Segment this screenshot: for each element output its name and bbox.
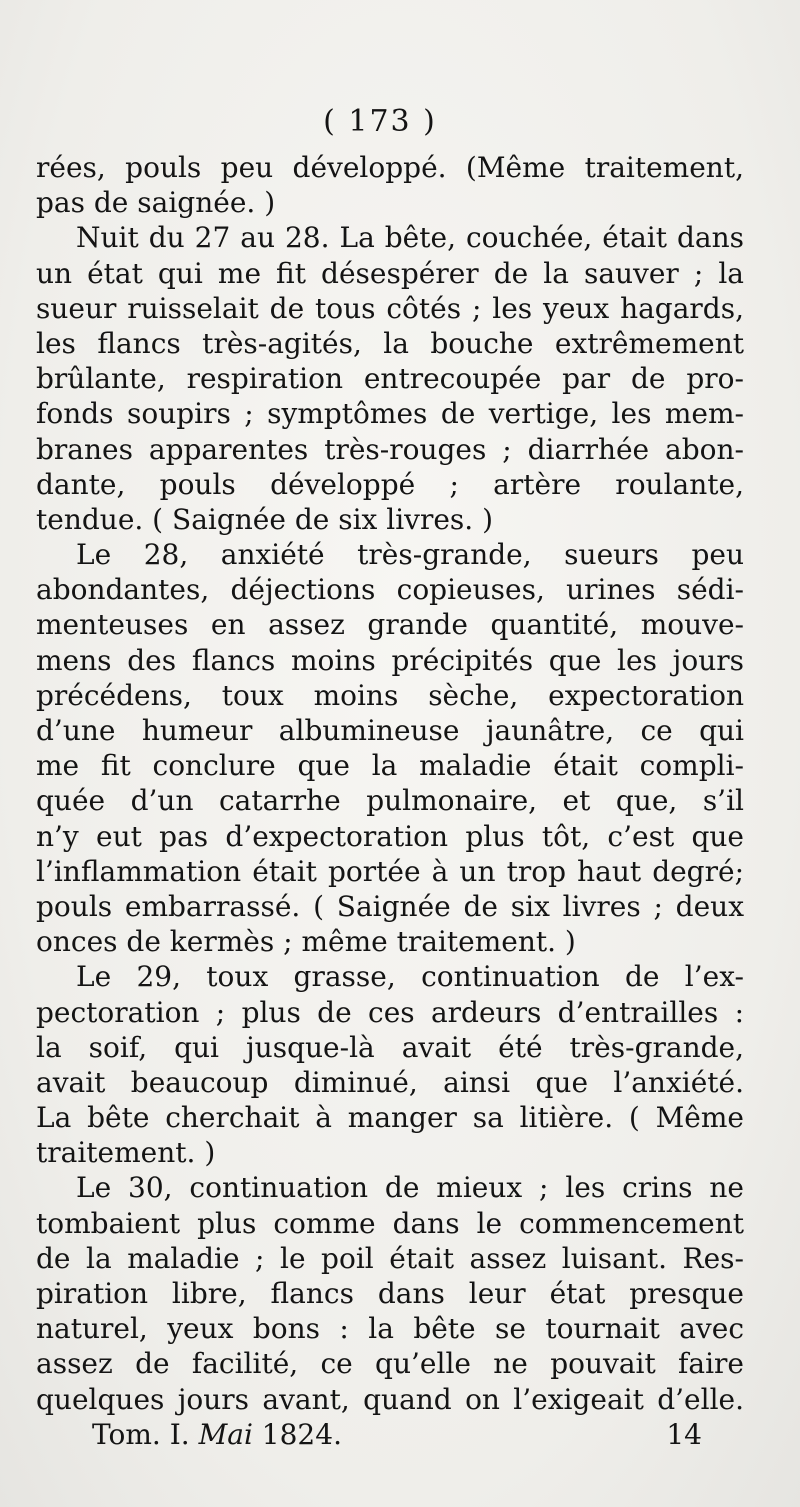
- text-line: avait beaucoup diminué, ainsi que l’anxiété.: [36, 1065, 744, 1099]
- text-line: Le 30, continuation de mieux ; les crins ne: [76, 1171, 744, 1205]
- text-line: branes apparentes très-rouges ; diarrhée abon-: [36, 432, 744, 466]
- text-line: tombaient plus comme dans le commencement: [36, 1206, 744, 1240]
- text-line: l’inflammation était portée à un trop haut degré;: [36, 854, 744, 888]
- text-line: d’une humeur albumineuse jaunâtre, ce qui: [36, 714, 744, 747]
- text-line: la soif, qui jusque-là avait été très-grande,: [36, 1030, 744, 1064]
- text-line: tendue. ( Saignée de six livres. ): [36, 502, 494, 536]
- text-line: La bête cherchait à manger sa litière. ( Même: [36, 1101, 744, 1135]
- page-footer: [92, 1418, 712, 1451]
- text-line: menteuses en assez grande quantité, mouve-: [36, 608, 744, 642]
- text-line: mens des flancs moins précipités que les jours: [36, 643, 744, 677]
- footer-month: Mai: [198, 1418, 253, 1451]
- text-line: fonds soupirs ; symptômes de vertige, les mem-: [36, 397, 744, 431]
- footer-year: 1824.: [252, 1418, 342, 1451]
- text-line: assez de facilité, ce qu’elle ne pouvait faire: [36, 1347, 744, 1381]
- text-line: naturel, yeux bons : la bête se tournait avec: [36, 1312, 744, 1346]
- text-line: sueur ruisselait de tous côtés ; les yeux hagards,: [36, 291, 744, 325]
- text-line: Le 28, anxiété très-grande, sueurs peu: [76, 538, 744, 572]
- text-line: les flancs très-agités, la bouche extrêmement: [36, 326, 744, 360]
- footer-volume: Tom. I.: [92, 1418, 199, 1451]
- text-line: pas de saignée. ): [36, 186, 276, 220]
- text-line: pouls embarrassé. ( Saignée de six livres ; deux: [36, 889, 744, 923]
- body-text: [36, 150, 744, 1417]
- text-line: un état qui me fit désespérer de la sauver ; la: [36, 256, 744, 290]
- text-line: abondantes, déjections copieuses, urines sédi-: [36, 573, 744, 607]
- footer-signature: 14: [666, 1418, 702, 1451]
- footer-volume-date: [92, 1418, 342, 1451]
- text-line: pectoration ; plus de ces ardeurs d’entrailles :: [36, 995, 744, 1029]
- text-line: rées, pouls peu développé. (Même traitement,: [36, 151, 744, 184]
- text-line: quelques jours avant, quand on l’exigeait d’elle.: [36, 1382, 744, 1416]
- page-number: ( 173 ): [323, 104, 437, 139]
- text-line: dante, pouls développé ; artère roulante,: [36, 467, 744, 501]
- text-line: de la maladie ; le poil était assez luisant. Res-: [36, 1241, 744, 1275]
- text-line: n’y eut pas d’expectoration plus tôt, c’est que: [36, 819, 744, 853]
- text-line: traitement. ): [36, 1136, 216, 1170]
- text-line: Le 29, toux grasse, continuation de l’ex-: [76, 960, 744, 994]
- text-line: me fit conclure que la maladie était compli-: [36, 749, 744, 783]
- text-line: quée d’un catarrhe pulmonaire, et que, s’il: [36, 784, 744, 818]
- text-line: piration libre, flancs dans leur état presque: [36, 1277, 744, 1310]
- text-line: Nuit du 27 au 28. La bête, couchée, était dans: [76, 221, 744, 255]
- text-line: onces de kermès ; même traitement. ): [36, 925, 576, 959]
- text-line: précédens, toux moins sèche, expectoration: [36, 678, 744, 712]
- text-line: brûlante, respiration entrecoupée par de pro-: [36, 362, 744, 396]
